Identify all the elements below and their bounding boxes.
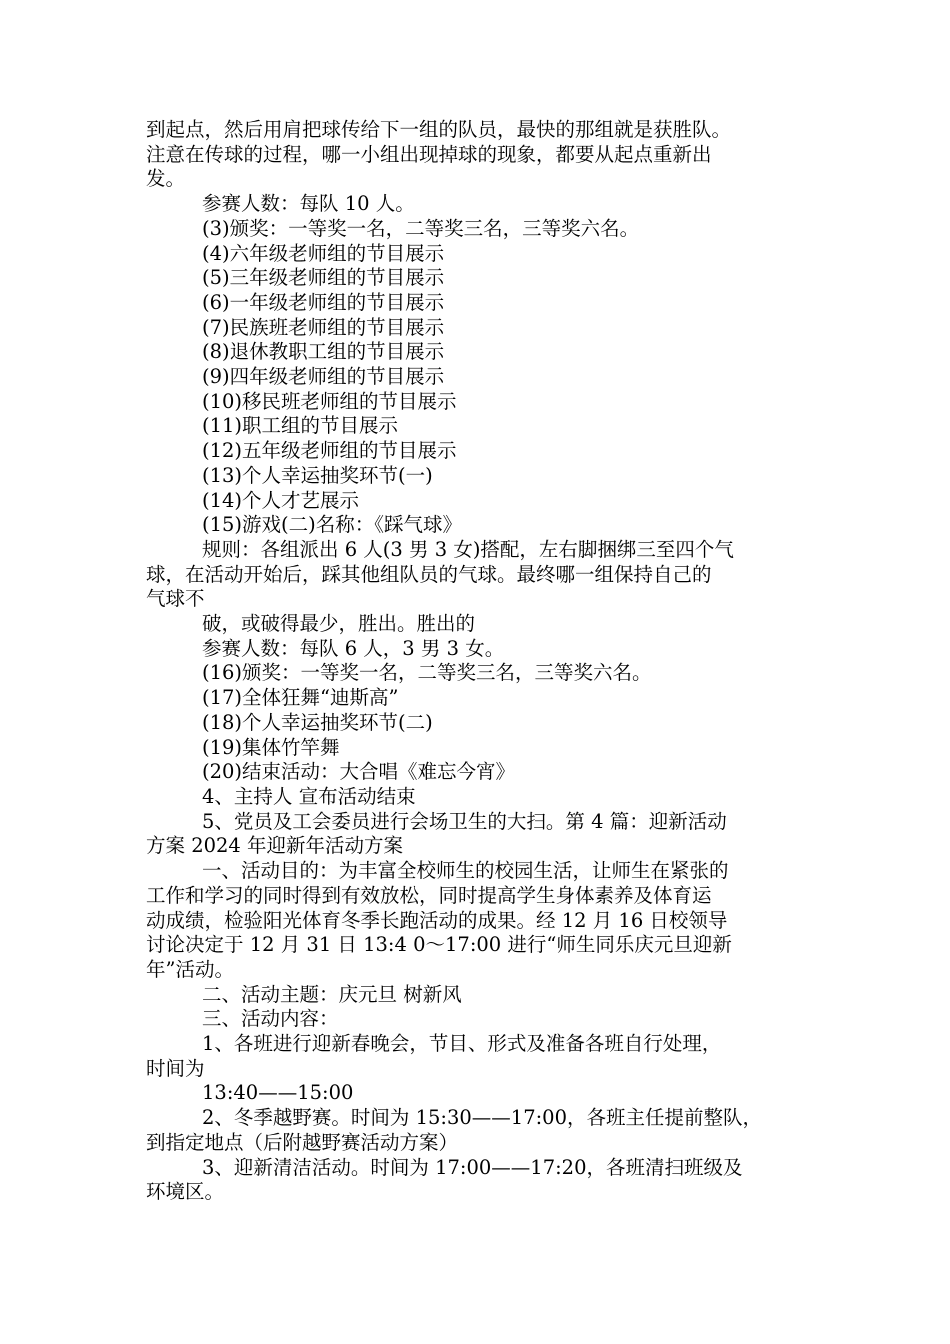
text-line: 二、活动主题：庆元旦 树新风 [202, 982, 462, 1006]
text-line: (11)职工组的节目展示 [202, 414, 399, 438]
text-line: 方案 2024 年迎新年活动方案 [146, 834, 404, 858]
text-line: (17)全体狂舞“迪斯高” [202, 686, 399, 710]
text-line: (4)六年级老师组的节目展示 [202, 241, 445, 265]
text-line: 注意在传球的过程，哪一小组出现掉球的现象，都要从起点重新出 [146, 142, 712, 166]
text-line: (3)颁奖：一等奖一名，二等奖三名，三等奖六名。 [202, 216, 640, 240]
text-line: 4、主持人 宣布活动结束 [202, 784, 416, 808]
text-line: 规则：各组派出 6 人(3 男 3 女)搭配，左右脚捆绑三至四个气 [202, 537, 734, 561]
text-line: 三、活动内容： [202, 1007, 339, 1031]
document-body [146, 118, 826, 1205]
text-line: 13:40——15:00 [202, 1081, 354, 1105]
text-line: 参赛人数：每队 10 人。 [202, 192, 415, 216]
text-line: (13)个人幸运抽奖环节(一) [202, 463, 433, 487]
text-line: (18)个人幸运抽奖环节(二) [202, 710, 433, 734]
text-line: 1、各班进行迎新春晚会，节目、形式及准备各班自行处理， [202, 1032, 722, 1056]
text-line: (12)五年级老师组的节目展示 [202, 439, 457, 463]
text-line: 气球不 [146, 587, 205, 611]
text-line: 年”活动。 [146, 957, 234, 981]
text-line: 发。 [146, 167, 186, 191]
text-line: 2、冬季越野赛。时间为 15:30——17:00，各班主任提前整队， [202, 1106, 762, 1130]
text-line: (6)一年级老师组的节目展示 [202, 290, 445, 314]
text-line: 一、活动目的：为丰富全校师生的校园生活，让师生在紧张的 [202, 859, 729, 883]
text-line: (9)四年级老师组的节目展示 [202, 365, 445, 389]
text-line: (19)集体竹竿舞 [202, 735, 340, 759]
text-line: (20)结束活动：大合唱《难忘今宵》 [202, 760, 516, 784]
text-line: 环境区。 [146, 1180, 225, 1204]
text-line: (8)退休教职工组的节目展示 [202, 340, 445, 364]
text-line: (16)颁奖：一等奖一名，二等奖三名，三等奖六名。 [202, 661, 652, 685]
text-line: 动成绩，检验阳光体育冬季长跑活动的成果。经 12 月 16 日校领导 [146, 908, 728, 932]
text-line: 3、迎新清洁活动。时间为 17:00——17:20，各班清扫班级及 [202, 1155, 743, 1179]
text-line: 破，或破得最少，胜出。胜出的 [202, 612, 476, 636]
text-line: 到指定地点（后附越野赛活动方案） [146, 1130, 459, 1154]
text-line: 5、党员及工会委员进行会场卫生的大扫。第 4 篇：迎新活动 [202, 809, 727, 833]
text-line: 球，在活动开始后，踩其他组队员的气球。最终哪一组保持自己的 [146, 562, 712, 586]
text-line: 时间为 [146, 1056, 205, 1080]
text-line: (15)游戏(二)名称：《踩气球》 [202, 513, 462, 537]
text-line: 到起点，然后用肩把球传给下一组的队员，最快的那组就是获胜队。 [146, 118, 732, 141]
text-line: 工作和学习的同时得到有效放松，同时提高学生身体素养及体育运 [146, 883, 712, 907]
text-line: 参赛人数：每队 6 人，3 男 3 女。 [202, 636, 505, 660]
text-line: 讨论决定于 12 月 31 日 13:4 0～17:00 进行“师生同乐庆元旦迎新 [146, 933, 732, 957]
text-line: (7)民族班老师组的节目展示 [202, 315, 445, 339]
text-line: (14)个人才艺展示 [202, 488, 360, 512]
text-line: (5)三年级老师组的节目展示 [202, 266, 445, 290]
text-line: (10)移民班老师组的节目展示 [202, 389, 457, 413]
